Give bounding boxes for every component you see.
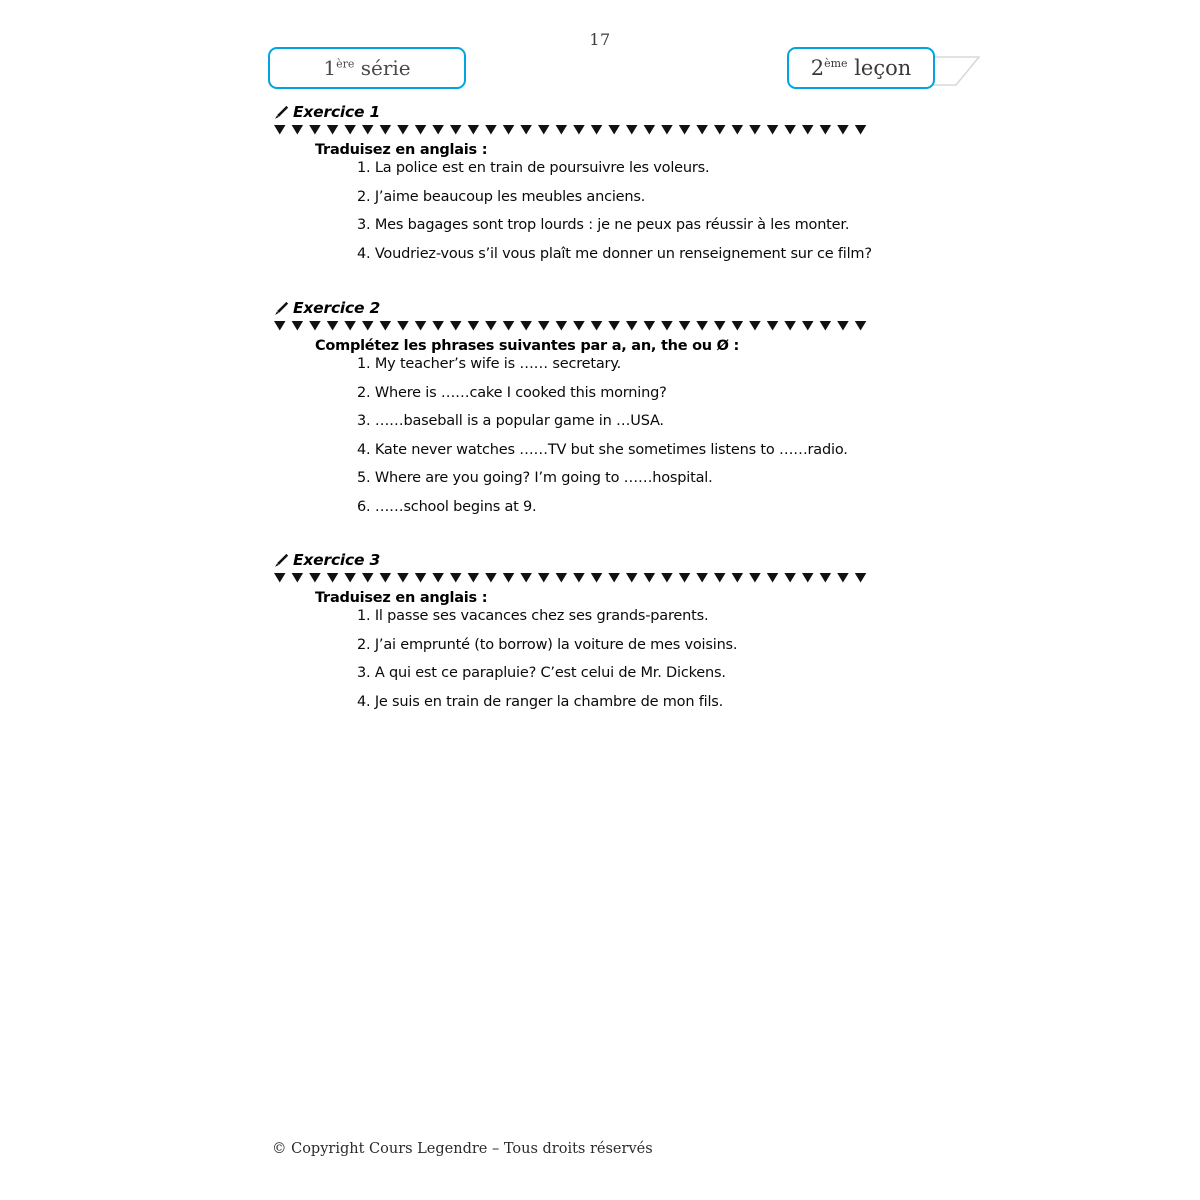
lesson-tag-label bbox=[810, 55, 912, 80]
divider-triangles bbox=[274, 321, 866, 331]
lesson-tag-text: leçon bbox=[847, 55, 912, 80]
lesson-tag bbox=[787, 47, 935, 89]
triangle-divider bbox=[274, 321, 871, 334]
series-tag-sup: ère bbox=[336, 57, 355, 71]
exercise-title: Exercice 2 bbox=[293, 299, 381, 317]
exercise-title: Exercice 3 bbox=[293, 551, 381, 569]
exercise-instruction: Traduisez en anglais : bbox=[315, 142, 488, 158]
pencil-icon bbox=[274, 553, 289, 568]
triangle-divider bbox=[274, 125, 871, 138]
list-item: 5. Where are you going? I’m going to ……hospital. bbox=[357, 470, 713, 486]
lesson-tag-sup: ème bbox=[824, 56, 848, 70]
pencil-icon bbox=[274, 105, 289, 120]
list-item: 4. Kate never watches ……TV but she sometimes listens to ……radio. bbox=[357, 441, 848, 458]
list-item: 4. Voudriez-vous s’il vous plaît me donner un renseignement sur ce film? bbox=[357, 245, 872, 262]
list-item: 1. Il passe ses vacances chez ses grands-parents. bbox=[357, 608, 709, 624]
list-item: 1. My teacher’s wife is …… secretary. bbox=[357, 356, 622, 372]
list-item: 2. Where is ……cake I cooked this morning? bbox=[357, 384, 667, 401]
exercise-item-list bbox=[357, 161, 924, 261]
exercise-block-1 bbox=[274, 102, 924, 275]
exercise-title-row bbox=[274, 550, 924, 570]
list-item: 4. Je suis en train de ranger la chambre de mon fils. bbox=[357, 693, 724, 710]
exercise-title: Exercice 1 bbox=[293, 103, 381, 121]
series-tag-prefix: 1 bbox=[323, 56, 337, 80]
exercise-title-row bbox=[274, 102, 924, 122]
divider-triangles bbox=[274, 573, 866, 583]
series-tag bbox=[268, 47, 466, 89]
pencil-icon bbox=[274, 301, 289, 316]
lesson-tag-prefix: 2 bbox=[810, 55, 825, 80]
triangle-divider bbox=[274, 573, 871, 586]
list-item: 6. ……school begins at 9. bbox=[357, 498, 537, 515]
list-item: 2. J’aime beaucoup les meubles anciens. bbox=[357, 188, 646, 205]
list-item: 3. ……baseball is a popular game in …USA. bbox=[357, 413, 664, 429]
page-number: 17 bbox=[589, 30, 611, 49]
exercise-block-2 bbox=[274, 298, 924, 528]
exercise-block-3 bbox=[274, 550, 924, 723]
exercise-title-row bbox=[274, 298, 924, 318]
exercise-instruction: Complétez les phrases suivantes par a, an, the ou Ø : bbox=[315, 338, 740, 354]
divider-triangles bbox=[274, 125, 866, 135]
list-item: 1. La police est en train de poursuivre les voleurs. bbox=[357, 160, 710, 176]
exercise-item-list bbox=[357, 609, 924, 709]
exercise-instruction: Traduisez en anglais : bbox=[315, 590, 488, 606]
exercise-item-list bbox=[357, 357, 924, 514]
list-item: 3. A qui est ce parapluie? C’est celui de Mr. Dickens. bbox=[357, 665, 726, 681]
copyright-footer: © Copyright Cours Legendre – Tous droits réservés bbox=[272, 1141, 653, 1157]
series-tag-text: série bbox=[354, 56, 411, 80]
list-item: 3. Mes bagages sont trop lourds : je ne peux pas réussir à les monter. bbox=[357, 217, 850, 233]
series-tag-label bbox=[323, 58, 410, 78]
list-item: 2. J’ai emprunté (to borrow) la voiture de mes voisins. bbox=[357, 636, 738, 653]
